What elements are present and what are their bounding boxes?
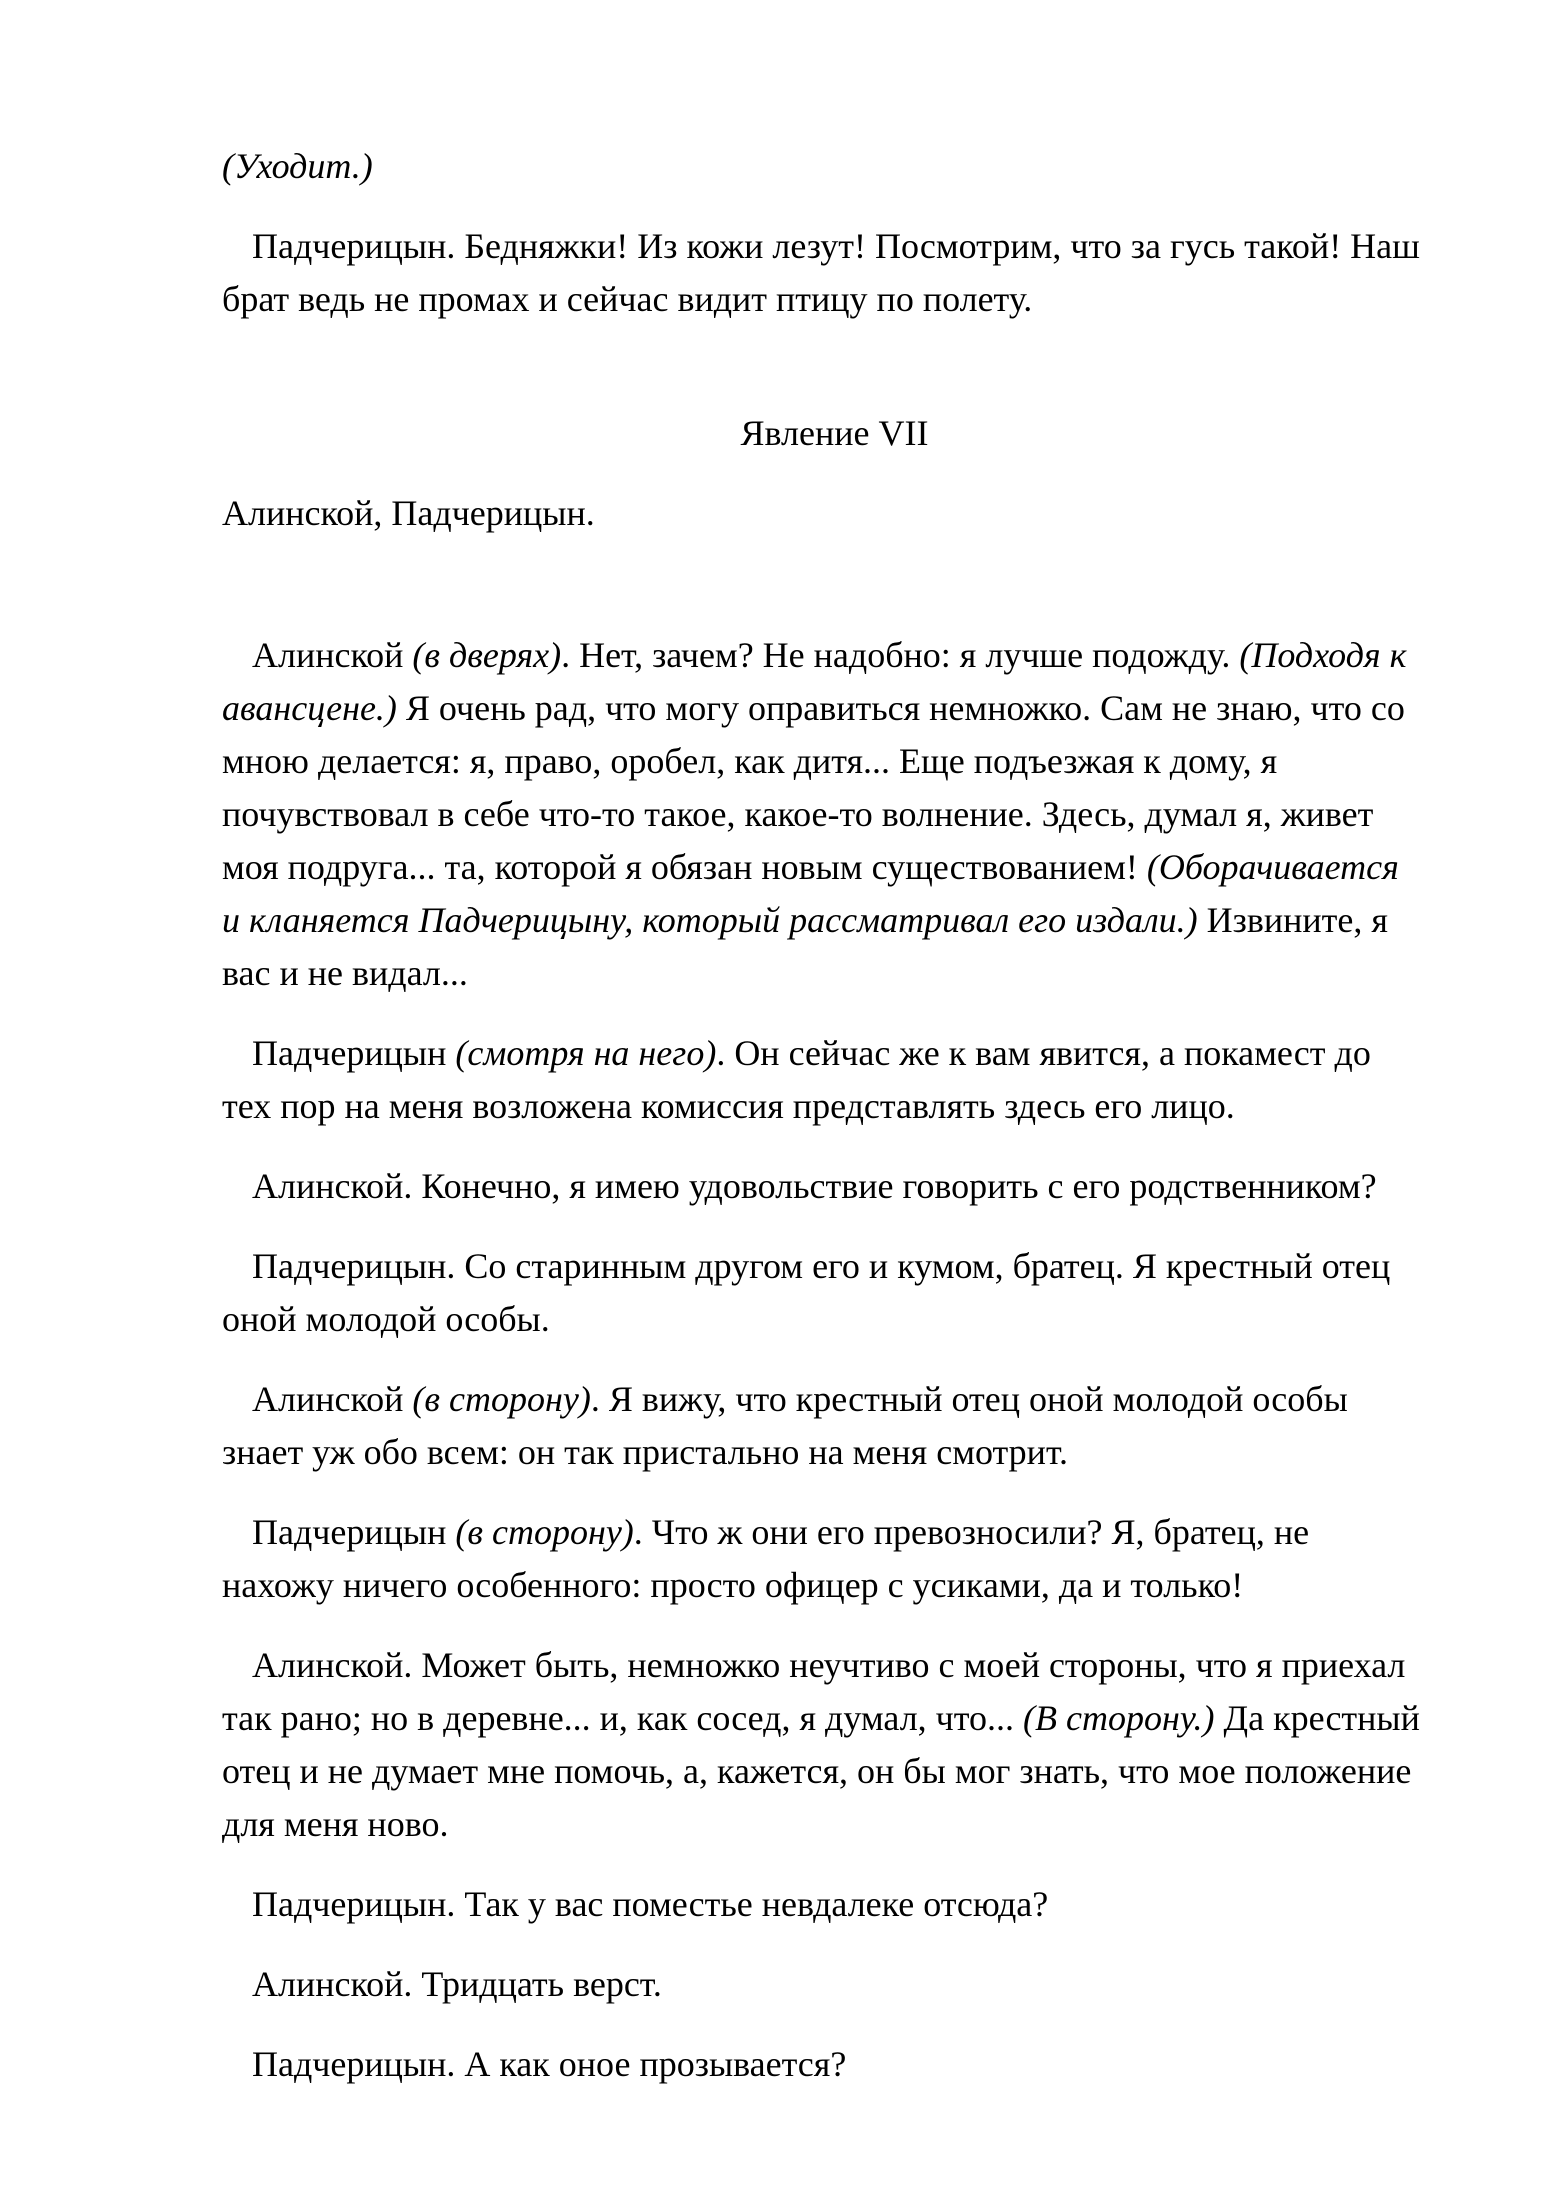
text-line <box>222 1240 1447 1293</box>
stage-direction-run: авансцене.) <box>222 688 397 728</box>
text-line <box>222 487 1447 540</box>
text-run: оной молодой особы. <box>222 1299 550 1339</box>
text-line <box>222 1745 1447 1798</box>
text-line <box>222 682 1447 735</box>
document-body <box>222 140 1447 2091</box>
dialogue-alinskoy-4 <box>222 1639 1447 1851</box>
text-line <box>222 894 1447 947</box>
stage-direction-run: (В сторону.) <box>1023 1698 1215 1738</box>
text-line <box>222 1426 1447 1479</box>
stage-direction-run: (в дверях) <box>412 635 562 675</box>
text-run: так рано; но в деревне... и, как сосед, я думал, что... <box>222 1698 1024 1738</box>
scene-heading <box>222 407 1447 460</box>
text-run: Падчерицын. Бедняжки! Из кожи лезут! Посмотрим, что за гусь такой! Наш <box>252 226 1420 266</box>
text-run: Падчерицын. Со старинным другом его и кумом, братец. Я крестный отец <box>252 1246 1391 1286</box>
text-run: знает уж обо всем: он так пристально на меня смотрит. <box>222 1432 1068 1472</box>
text-line <box>222 140 1447 193</box>
stage-direction-run: (в сторону) <box>455 1512 634 1552</box>
dialogue-padcheritsyn-3 <box>222 1240 1447 1346</box>
text-run: Да крестный <box>1214 1698 1420 1738</box>
text-run: для меня ново. <box>222 1804 449 1844</box>
text-line <box>222 1027 1447 1080</box>
text-line <box>222 629 1447 682</box>
dialogue-padcheritsyn-1 <box>222 220 1447 326</box>
text-run: . Нет, зачем? Не надобно: я лучше подожду. <box>561 635 1240 675</box>
dialogue-alinskoy-3 <box>222 1373 1447 1479</box>
text-line <box>222 735 1447 788</box>
stage-direction-run: и кланяется Падчерицыну, который рассматривал его издали.) <box>222 900 1198 940</box>
text-run: . Он сейчас же к вам явится, а покамест до <box>716 1033 1371 1073</box>
dialogue-padcheritsyn-5 <box>222 1878 1447 1931</box>
text-run: Извините, я <box>1197 900 1388 940</box>
text-run: Алинской <box>252 635 413 675</box>
text-run: нахожу ничего особенного: просто офицер с усиками, да и только! <box>222 1565 1244 1605</box>
text-line <box>222 1293 1447 1346</box>
dialogue-padcheritsyn-6 <box>222 2038 1447 2091</box>
cast-list <box>222 487 1447 540</box>
dialogue-padcheritsyn-4 <box>222 1506 1447 1612</box>
text-line <box>222 788 1447 841</box>
dialogue-alinskoy-5 <box>222 1958 1447 2011</box>
text-line <box>222 1692 1447 1745</box>
text-run: брат ведь не промах и сейчас видит птицу по полету. <box>222 279 1033 319</box>
text-run: Падчерицын. Так у вас поместье невдалеке отсюда? <box>252 1884 1049 1924</box>
stage-direction-run: (Уходит.) <box>222 146 373 186</box>
text-run: Алинской. Конечно, я имею удовольствие говорить с его родственником? <box>252 1166 1377 1206</box>
dialogue-padcheritsyn-2 <box>222 1027 1447 1133</box>
text-line <box>222 841 1447 894</box>
text-run: Явление VII <box>740 413 929 453</box>
text-run: Алинской <box>252 1379 413 1419</box>
stage-direction-run: (Подходя к <box>1239 635 1407 675</box>
text-run: . Что ж они его превозносили? Я, братец, не <box>633 1512 1310 1552</box>
text-line <box>222 1160 1447 1213</box>
stage-direction-run: (смотря на него) <box>455 1033 717 1073</box>
text-line <box>222 1798 1447 1851</box>
text-run: Падчерицын. А как оное прозывается? <box>252 2044 847 2084</box>
text-run: моя подруга... та, которой я обязан новым существованием! <box>222 847 1147 887</box>
stage-direction-run: (Оборачивается <box>1146 847 1399 887</box>
text-run: вас и не видал... <box>222 953 468 993</box>
text-line <box>222 220 1447 273</box>
text-line <box>222 947 1447 1000</box>
text-line <box>222 1080 1447 1133</box>
text-run: Алинской, Падчерицын. <box>222 493 595 533</box>
text-line <box>222 1506 1447 1559</box>
text-run: Падчерицын <box>252 1033 456 1073</box>
text-line <box>222 1559 1447 1612</box>
text-line <box>222 1373 1447 1426</box>
text-run: отец и не думает мне помочь, а, кажется, он бы мог знать, что мое положение <box>222 1751 1412 1791</box>
text-run: Алинской. Может быть, немножко неучтиво с моей стороны, что я приехал <box>252 1645 1406 1685</box>
text-line <box>222 273 1447 326</box>
dialogue-alinskoy-2 <box>222 1160 1447 1213</box>
text-line <box>222 407 1447 460</box>
text-run: Падчерицын <box>252 1512 456 1552</box>
text-line <box>222 2038 1447 2091</box>
text-line <box>222 1958 1447 2011</box>
text-run: почувствовал в себе что-то такое, какое-то волнение. Здесь, думал я, живет <box>222 794 1374 834</box>
text-run: . Я вижу, что крестный отец оной молодой особы <box>590 1379 1348 1419</box>
text-run: мною делается: я, право, оробел, как дитя... Еще подъезжая к дому, я <box>222 741 1278 781</box>
text-line <box>222 1878 1447 1931</box>
stage-direction-exit <box>222 140 1447 193</box>
text-run: тех пор на меня возложена комиссия представлять здесь его лицо. <box>222 1086 1235 1126</box>
stage-direction-run: (в сторону) <box>412 1379 591 1419</box>
text-run: Алинской. Тридцать верст. <box>252 1964 662 2004</box>
text-run: Я очень рад, что могу оправиться немножко. Сам не знаю, что со <box>396 688 1405 728</box>
dialogue-alinskoy-1 <box>222 629 1447 1000</box>
text-line <box>222 1639 1447 1692</box>
